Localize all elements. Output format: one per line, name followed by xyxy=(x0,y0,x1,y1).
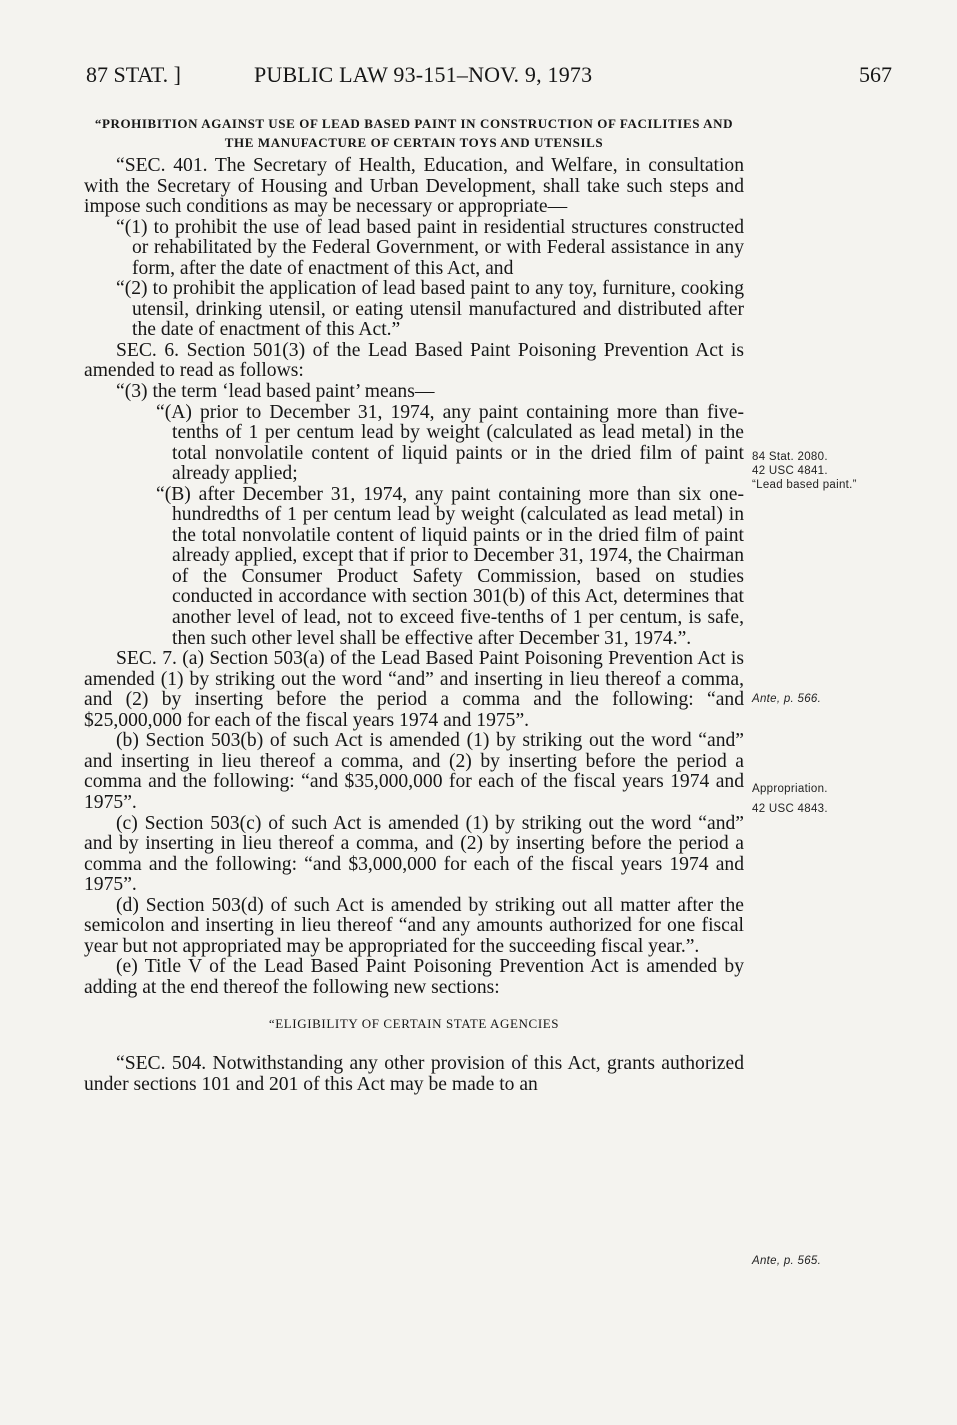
paragraph-clause-2: “(2) to prohibit the application of lead based paint to any toy, furniture, cooking utensil, drinking utensil, or eating utensil manufactured and distributed after the date of enactment of this Act.” xyxy=(116,278,744,341)
section-heading-prohibition: “PROHIBITION AGAINST USE OF LEAD BASED PAINT IN CONSTRUCTION OF FACILITIES AND THE MANUFACTURE OF CERTAIN TOYS AND UTENSILS xyxy=(94,116,734,150)
running-title: PUBLIC LAW 93-151–NOV. 9, 1973 xyxy=(254,62,593,87)
margin-note-ante-566-wrap xyxy=(752,692,882,706)
margin-note-lead-based-paint: “Lead based paint.” xyxy=(752,479,857,491)
margin-note-usc-4841: 42 USC 4841. xyxy=(752,465,828,477)
document-body xyxy=(84,114,744,1096)
paragraph-sec-7a: SEC. 7. (a) Section 503(a) of the Lead Based Paint Poisoning Prevention Act is amended (1) by striking out the word “and” and inserting in lieu thereof a comma, and (2) by inserting before the period a comma and the following: “and $25,000,000 for each of the fiscal years 1974 and 1975”. xyxy=(84,648,744,731)
margin-note-usc-4843: 42 USC 4843. xyxy=(752,803,828,815)
page-header xyxy=(86,62,892,92)
paragraph-sec-7e: (e) Title V of the Lead Based Paint Poisoning Prevention Act is amended by adding at the end thereof the following new sections: xyxy=(84,956,744,998)
paragraph-sec-7c: (c) Section 503(c) of such Act is amended (1) by striking out the word “and” and by inserting in lieu thereof a comma, and (2) by inserting before the period a comma and the following: “and $3,000,000 for each of the fiscal years 1974 and 1975”. xyxy=(84,812,744,896)
margin-note-appropriation-group xyxy=(752,782,882,816)
stat-reference: 87 STAT. ] xyxy=(86,62,181,87)
margin-note-stat: 84 Stat. 2080. xyxy=(752,451,828,463)
margin-note-ante-565-wrap xyxy=(752,1254,882,1268)
paragraph-sec-401: “SEC. 401. The Secretary of Health, Education, and Welfare, in consultation with the Secretary of Housing and Urban Development, shall take such steps and impose such conditions as may be necessary or appropriate— xyxy=(84,155,744,218)
paragraph-subclause-b: “(B) after December 31, 1974, any paint containing more than six one-hundredths of 1 per centum lead by weight (calculated as lead metal) in the total nonvolatile content of liquid paints or in the dried film of paint already applied, except that if prior to December 31, 1974, the Chairman of the Consumer Product Safety Commission, based on studies conducted in accordance with section 301(b) of this Act, determines that another level of lead, not to exceed five-tenths of 1 per centum, is safe, then such other level shall be effective after December 31, 1974.”. xyxy=(156,483,744,649)
margin-note-ante-565: Ante, p. 565. xyxy=(752,1255,822,1267)
margin-note-appropriation: Appropriation. xyxy=(752,783,828,795)
paragraph-sec-7b: (b) Section 503(b) of such Act is amended (1) by striking out the word “and” and inserting in lieu thereof a comma, and (2) by inserting before the period a comma and the following: “and $35,000,000 for each of the fiscal years 1974 and 1975”. xyxy=(84,730,744,813)
paragraph-sec-6: SEC. 6. Section 501(3) of the Lead Based Paint Poisoning Prevention Act is amended to read as follows: xyxy=(84,339,744,382)
margin-note-ante-566: Ante, p. 566. xyxy=(752,693,822,705)
paragraph-sec-504: “SEC. 504. Notwithstanding any other provision of this Act, grants authorized under sections 101 and 201 of this Act may be made to an xyxy=(84,1053,744,1095)
page-number: 567 xyxy=(859,62,892,87)
paragraph-subclause-a: “(A) prior to December 31, 1974, any paint containing more than five-tenths of 1 per centum lead by weight (calculated as lead metal) in the total nonvolatile content of liquid paints or in the dried film of paint already applied; xyxy=(156,401,744,485)
paragraph-clause-1: “(1) to prohibit the use of lead based paint in residential structures constructed or rehabilitated by the Federal Government, or with Federal assistance in any form, after the date of enactment of this Act, and xyxy=(116,216,744,279)
paragraph-term-definition: “(3) the term ‘lead based paint’ means— xyxy=(116,381,435,403)
section-heading-eligibility: “ELIGIBILITY OF CERTAIN STATE AGENCIES xyxy=(268,1016,560,1032)
paragraph-sec-7d: (d) Section 503(d) of such Act is amended by striking out all matter after the semicolon and inserting in lieu thereof “and any amounts authorized for one fiscal year but not appropriated may be appropriated for the succeeding fiscal year.”. xyxy=(84,894,744,957)
margin-note-citation-group xyxy=(752,450,882,492)
